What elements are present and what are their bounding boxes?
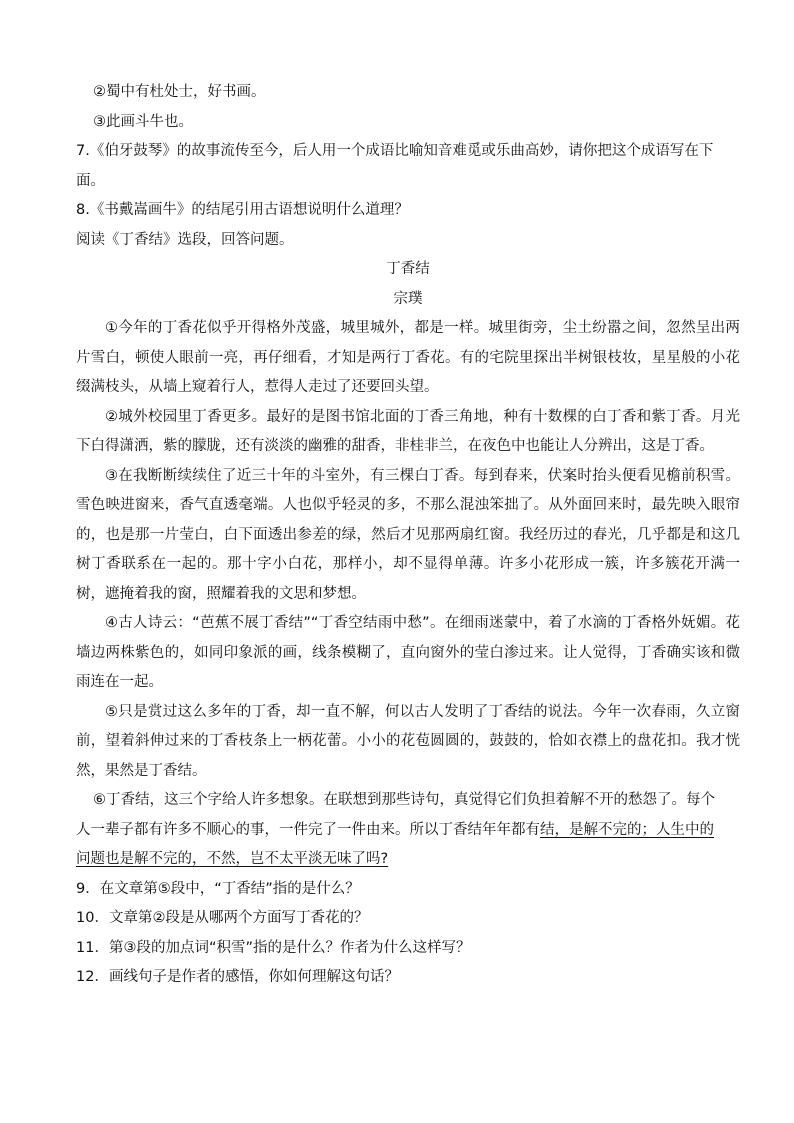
article-paragraph-6-line-1: ⑥丁香结，这三个字给人许多想象。在联想到那些诗句，真觉得它们负担着解不开的愁怨了。每个 [93,792,715,808]
text-line: ②蜀中有杜处士，好书画。 [93,84,266,100]
text-line: ③此画斗牛也。 [93,113,193,130]
document-page [76,78,740,993]
article-paragraph-1: ①今年的丁香花似乎开得格外茂盛，城里城外，都是一样。城里街旁，尘土纷嚣之间，忽然呈出两片雪白，顿使人眼前一亮，再仔细看，才知是两行丁香花。有的宅院里探出半树银枝妆，星星般的小花缀满枝头，从墙上窥着行人，惹得人走过了还要回头望。 [76,320,740,395]
article-paragraph-6-line-3 [76,845,740,875]
article-paragraph-2: ②城外校园里丁香更多。最好的是图书馆北面的丁香三角地，种有十数棵的白丁香和紫丁香。月光下白得潇洒，紫的朦胧，还有淡淡的幽雅的甜香，非桂非兰，在夜色中也能让人分辨出，这是丁香。 [76,408,740,454]
question-11: 11．第③段的加点词“积雪”指的是什么？作者为什么这样写？ [76,939,471,956]
article-paragraph-6-line-2 [76,816,740,846]
underlined-sentence-part-2: 问题也是解不完的，不然，岂不太平淡无味了吗? [76,851,389,867]
p6-text: 人一辈子都有许多不顺心的事，一件完了一件由来。所以丁香结年年都有 [76,821,540,838]
question-8: 8.《书戴嵩画牛》的结尾引用古语想说明什么道理？ [76,202,409,218]
article-paragraph-5: ⑤只是赏过这么多年的丁香，却一直不解，何以古人发明了丁香结的说法。今年一次春雨，久立窗前，望着斜伸过来的丁香枝条上一柄花蕾。小小的花苞圆圆的，鼓鼓的，恰如衣襟上的盘花扣。我才恍然，果然是丁香结。 [76,703,740,779]
article-title: 丁香结 [386,261,430,277]
article-paragraph-4: ④古人诗云：“芭蕉不展丁香结”“丁香空结雨中愁”。在细雨迷蒙中，着了水滴的丁香格外妩媚。花墙边两株紫色的，如同印象派的画，线条模糊了，直向窗外的莹白渗过来。让人觉得，丁香确实该和微雨连在一起。 [76,615,740,690]
article-paragraph-3: ③在我断断续续住了近三十年的斗室外，有三棵白丁香。每到春来，伏案时抬头便看见檐前积雪。雪色映进窗来，香气直透毫端。人也似乎轻灵的多，不那么混浊笨拙了。从外面回来时，最先映入眼帘的，也是那一片莹白，白下面透出参差的绿，然后才见那两扇红窗。我经历过的春光，几乎都是和这几树丁香联系在一起的。那十字小白花，那样小，却不显得单薄。许多小花形成一簇，许多簇花开满一树，遮掩着我的窗，照耀着我的文思和梦想。 [76,467,740,602]
question-12: 12．画线句子是作者的感悟，你如何理解这句话？ [76,969,399,985]
question-9: 9．在文章第⑤段中，“丁香结”指的是什么？ [76,880,360,897]
reading-instruction: 阅读《丁香结》选段，回答问题。 [76,231,294,248]
question-10: 10．文章第②段是从哪两个方面写丁香花的？ [76,910,369,926]
article-author: 宗璞 [393,290,423,307]
question-7: 7.《伯牙鼓琴》的故事流传至今，后人用一个成语比喻知音难觅或乐曲高妙，请你把这个成语写在下 [76,143,714,159]
underlined-sentence-part-1: 结，是解不完的；人生中的 [540,821,714,838]
question-7-cont: 面。 [76,172,105,189]
